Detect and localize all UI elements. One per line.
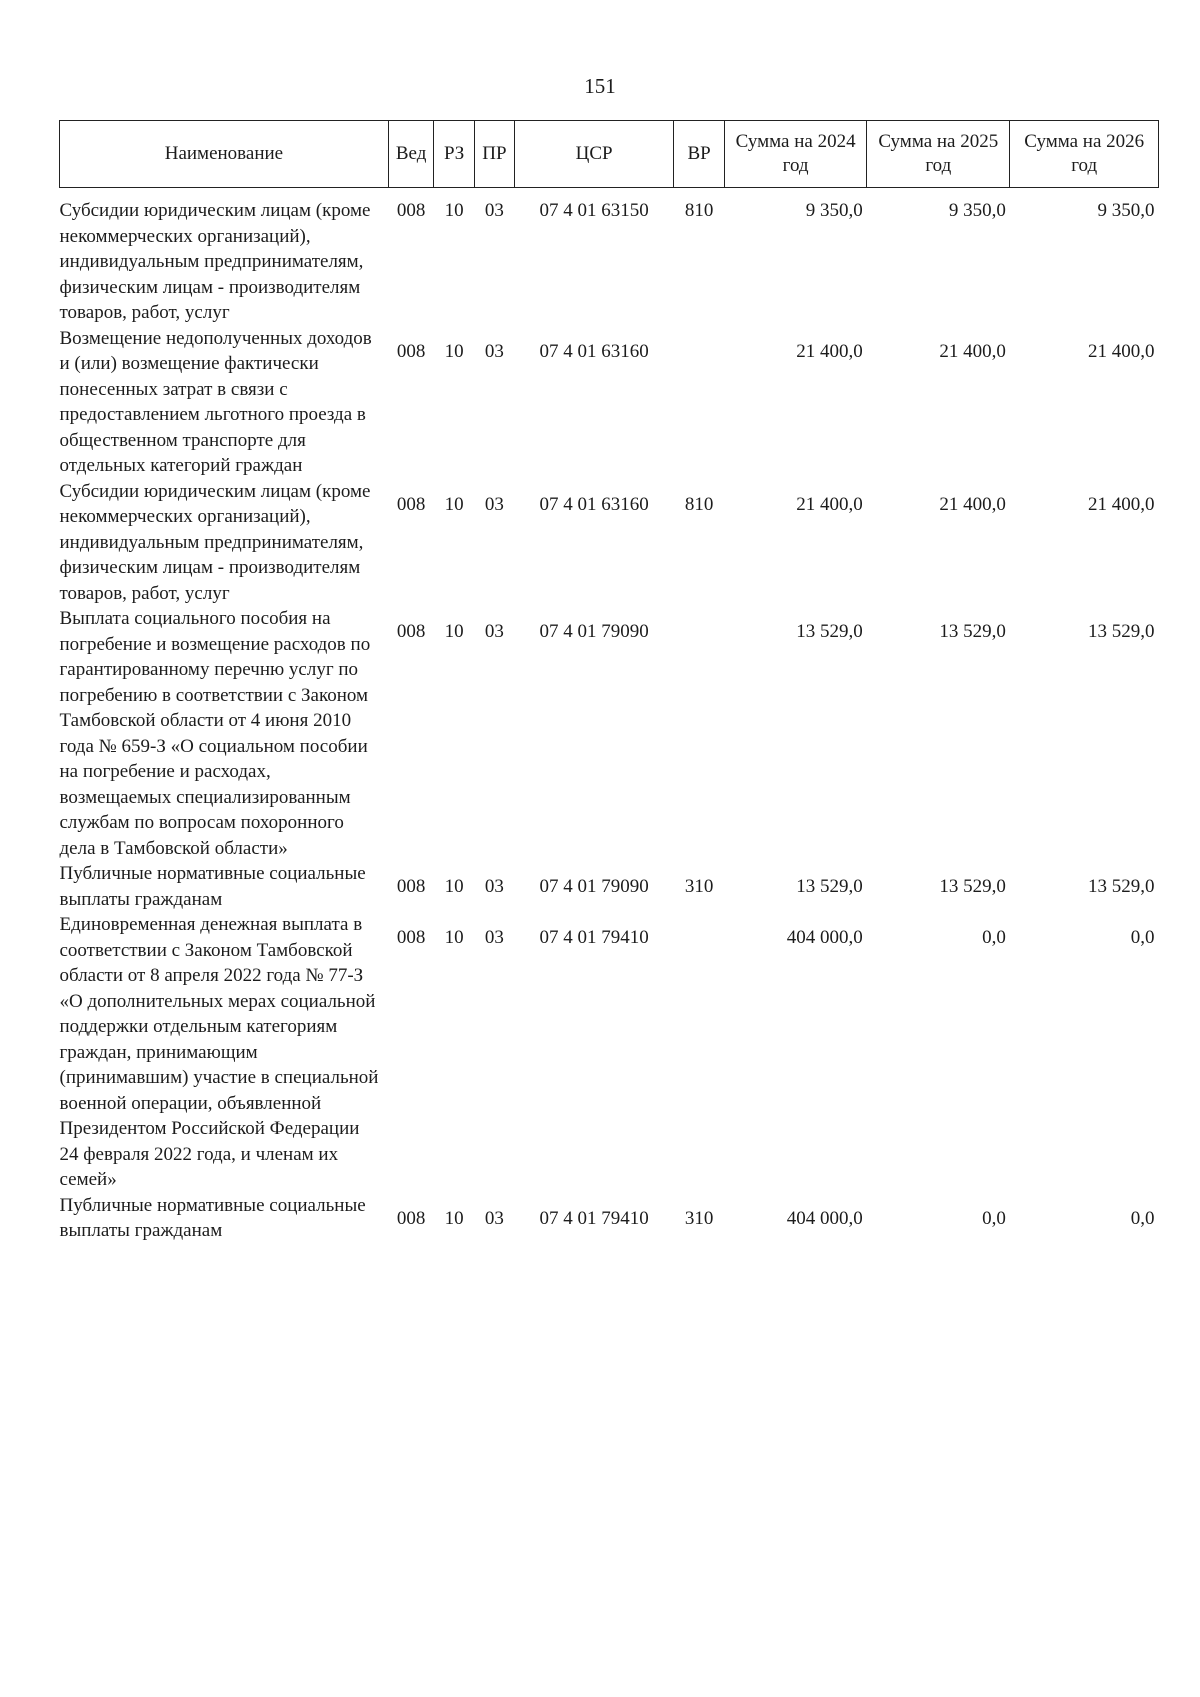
row-sum-2024-cell: 9 350,0 bbox=[805, 200, 863, 221]
row-sum-2026-cell: 9 350,0 bbox=[1097, 200, 1155, 221]
table-body bbox=[60, 188, 1159, 1244]
row-csr-cell: 07 4 01 63150 bbox=[539, 200, 649, 221]
table-row bbox=[60, 861, 1159, 912]
row-rz-cell: 10 bbox=[444, 1207, 464, 1229]
row-sum-2024-cell: 13 529,0 bbox=[796, 621, 863, 642]
row-ved-cell: 008 bbox=[396, 1207, 426, 1229]
row-ved-cell: 008 bbox=[396, 340, 426, 362]
row-csr-cell: 07 4 01 79410 bbox=[539, 927, 649, 948]
row-name-cell: Публичные нормативные социальные выплаты гражданам bbox=[59, 1194, 366, 1241]
row-pr-cell: 03 bbox=[484, 621, 504, 642]
table-row bbox=[60, 326, 1159, 479]
row-vr-cell bbox=[674, 606, 725, 861]
row-sum-2024-cell: 21 400,0 bbox=[796, 340, 863, 362]
budget-table bbox=[59, 120, 1159, 1244]
page-number: 151 bbox=[584, 74, 616, 98]
row-pr-cell: 03 bbox=[484, 927, 504, 948]
row-sum-2026-cell: 13 529,0 bbox=[1088, 876, 1155, 897]
row-csr-cell: 07 4 01 79410 bbox=[539, 1207, 649, 1229]
row-sum-2025-cell: 9 350,0 bbox=[948, 200, 1006, 221]
header-ved: Вед bbox=[388, 121, 434, 188]
row-ved-cell: 008 bbox=[396, 876, 426, 897]
row-pr-cell: 03 bbox=[484, 200, 504, 221]
row-pr-cell: 03 bbox=[484, 340, 504, 362]
row-sum-2026-cell: 0,0 bbox=[1130, 1207, 1155, 1229]
row-sum-2025-cell: 0,0 bbox=[982, 1207, 1006, 1229]
row-pr-cell: 03 bbox=[484, 493, 504, 515]
header-rz: РЗ bbox=[434, 121, 474, 188]
row-ved-cell: 008 bbox=[396, 200, 426, 221]
row-sum-2026-cell: 21 400,0 bbox=[1088, 340, 1155, 362]
row-rz-cell: 10 bbox=[444, 876, 464, 897]
row-csr-cell: 07 4 01 63160 bbox=[539, 493, 649, 515]
row-csr-cell: 07 4 01 63160 bbox=[539, 340, 649, 362]
row-sum-2024-cell: 404 000,0 bbox=[786, 927, 863, 948]
row-csr-cell: 07 4 01 79090 bbox=[539, 876, 649, 897]
row-sum-2024-cell: 404 000,0 bbox=[786, 1207, 863, 1229]
row-rz-cell: 10 bbox=[444, 340, 464, 362]
row-rz-cell: 10 bbox=[444, 493, 464, 515]
row-vr-cell: 310 bbox=[684, 1207, 714, 1229]
row-ved-cell: 008 bbox=[396, 927, 426, 948]
row-sum-2026-cell: 21 400,0 bbox=[1088, 493, 1155, 515]
row-rz-cell: 10 bbox=[444, 927, 464, 948]
row-vr-cell: 810 bbox=[684, 200, 714, 221]
row-name-cell: Публичные нормативные социальные выплаты гражданам bbox=[59, 863, 366, 910]
row-vr-cell: 310 bbox=[684, 876, 714, 897]
header-csr: ЦСР bbox=[515, 121, 674, 188]
row-sum-2025-cell: 21 400,0 bbox=[939, 340, 1006, 362]
header-sum-2026: Сумма на 2026 год bbox=[1010, 121, 1159, 188]
header-name: Наименование bbox=[60, 121, 389, 188]
row-csr-cell: 07 4 01 79090 bbox=[539, 621, 649, 642]
row-name-cell: Возмещение недополученных доходов и (или) возмещение фактически понесенных затрат в связи с предоставлением льготного проезда в общественном транспорте для отдельных категорий граждан bbox=[59, 327, 372, 476]
row-pr-cell: 03 bbox=[484, 1207, 504, 1229]
header-sum-2025: Сумма на 2025 год bbox=[867, 121, 1010, 188]
row-ved-cell: 008 bbox=[396, 493, 426, 515]
table-row bbox=[60, 1193, 1159, 1244]
header-sum-2024: Сумма на 2024 год bbox=[725, 121, 867, 188]
table-header-row bbox=[60, 121, 1159, 188]
row-sum-2024-cell: 21 400,0 bbox=[796, 493, 863, 515]
row-vr-cell bbox=[674, 326, 725, 479]
row-name-cell: Единовременная денежная выплата в соответствии с Законом Тамбовской области от 8 апреля 2022 года № 77-З «О дополнительных мерах социальной поддержки отдельным категориям граждан, принимающим (принимавшим) участие в специальной военной операции, объявленной Президентом Российской Федерации 24 февраля 2022 года, и членам их семей» bbox=[59, 914, 379, 1190]
header-pr: ПР bbox=[474, 121, 514, 188]
row-sum-2024-cell: 13 529,0 bbox=[796, 876, 863, 897]
row-name-cell: Выплата социального пособия на погребение и возмещение расходов по гарантированному перечню услуг по погребению в соответствии с Законом Тамбовской области от 4 июня 2010 года № 659-З «О социальном пособии на погребение и расходах, возмещаемых специализированным службам по вопросам похоронного дела в Тамбовской области» bbox=[59, 608, 371, 859]
row-rz-cell: 10 bbox=[444, 621, 464, 642]
row-name-cell: Субсидии юридическим лицам (кроме некоммерческих организаций), индивидуальным предпринимателям, физическим лицам - производителям товаров, работ, услуг bbox=[59, 200, 371, 323]
table-row bbox=[60, 188, 1159, 326]
table-row bbox=[60, 912, 1159, 1193]
row-vr-cell: 810 bbox=[684, 493, 714, 515]
header-vr: ВР bbox=[674, 121, 725, 188]
row-sum-2026-cell: 13 529,0 bbox=[1088, 621, 1155, 642]
row-name-cell: Субсидии юридическим лицам (кроме некоммерческих организаций), индивидуальным предпринимателям, физическим лицам - производителям товаров, работ, услуг bbox=[59, 480, 371, 604]
row-sum-2025-cell: 0,0 bbox=[982, 927, 1006, 948]
row-sum-2025-cell: 13 529,0 bbox=[939, 876, 1006, 897]
row-ved-cell: 008 bbox=[396, 621, 426, 642]
row-vr-cell bbox=[674, 912, 725, 1193]
row-sum-2025-cell: 13 529,0 bbox=[939, 621, 1006, 642]
row-pr-cell: 03 bbox=[484, 876, 504, 897]
table-row bbox=[60, 479, 1159, 607]
row-sum-2026-cell: 0,0 bbox=[1130, 927, 1155, 948]
table-row bbox=[60, 606, 1159, 861]
row-rz-cell: 10 bbox=[444, 200, 464, 221]
row-sum-2025-cell: 21 400,0 bbox=[939, 493, 1006, 515]
